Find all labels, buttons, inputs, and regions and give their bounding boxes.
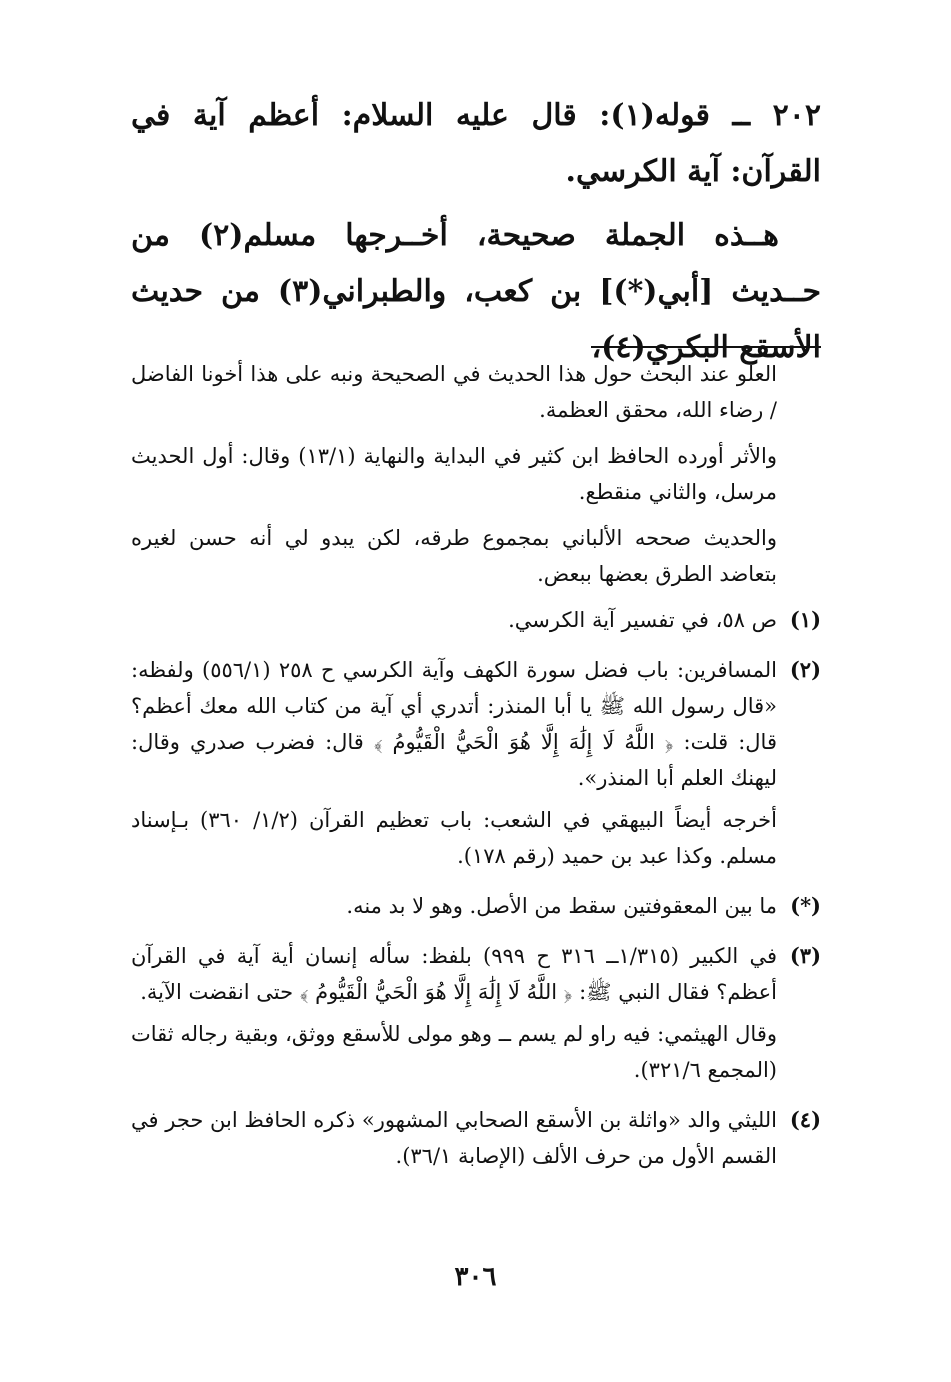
continuation-paragraph-3: والحديث صححه الألباني بمجموع طرقه، لكن يبدو لي أنه حسن لغيره بتعاضد الطرق بعضها ببعض. <box>131 526 777 586</box>
footnote-number: (٢) <box>789 657 821 682</box>
footnote-4 <box>131 1102 821 1180</box>
footnote-text: الليثي والد «واثلة بن الأسقع الصحابي المشهور» ذكره الحافظ ابن حجر في القسم الأول من حرف الألف (الإصابة ٣٦/١). <box>131 1108 777 1168</box>
footnote-number: (٤) <box>789 1107 821 1132</box>
footnote-number: (*) <box>790 893 821 918</box>
footnote-2 <box>131 652 821 880</box>
footnote-3 <box>131 938 821 1094</box>
footnote-separator <box>591 346 821 348</box>
footnote-star <box>131 888 821 930</box>
continuation-paragraph-2: والأثر أورده الحافظ ابن كثير في البداية والنهاية (١٣/١) وقال: أول الحديث مرسل، والثاني منقطع. <box>131 444 778 504</box>
main-paragraph-1: ٢٠٢ ــ قوله(١): قال عليه السلام: أعظم آية في القرآن: آية الكرسي. <box>131 98 821 189</box>
footnote-number: (٣) <box>789 943 821 968</box>
footnote-text: وقال الهيثمي: فيه راو لم يسم ــ وهو مولى للأسقع ووثق، وبقية رجاله ثقات (المجمع ٣٢١/٦). <box>131 1022 777 1082</box>
footnote-continuation <box>131 356 821 592</box>
footnote-number: (١) <box>789 607 821 632</box>
footnote-text: ما بين المعقوفتين سقط من الأصل. وهو لا بد منه. <box>346 894 777 918</box>
footnote-text: أخرجه أيضاً البيهقي في الشعب: باب تعظيم القرآن (١/٢/ ٣٦٠) بـإسناد مسلم. وكذا عبد بن حميد (رقم ١٧٨). <box>131 808 777 868</box>
footnote-text: في الكبير (١/٣١٥ــ ٣١٦ ح ٩٩٩) بلفظ: سأله إنسان أية آية في القرآن أعظم؟ فقال النبي ﷺ: ﴿ اللَّهُ لَا إِلَٰهَ إِلَّا هُوَ الْحَيُّ الْقَيُّومُ ﴾ حتى انقضت الآية. <box>131 944 778 1004</box>
footnote-1 <box>131 602 821 644</box>
main-paragraph-2: هــذه الجملة صحيحة، أخــرجها مسلم(٢) من حــديث [أبي(*)] بن كعب، والطبراني(٣) من حديث الأسقع البكري(٤)، <box>131 218 821 365</box>
page-number: ٣٠٦ <box>454 1262 497 1292</box>
footnote-text: المسافرين: باب فضل سورة الكهف وآية الكرسي ح ٢٥٨ (٥٥٦/١) ولفظه: «قال رسول الله ﷺ يا أبا المنذر: أتدري أي آية من كتاب الله معك أعظم؟ قال: قلت: ﴿ اللَّهُ لَا إِلَٰهَ إِلَّا هُوَ الْحَيُّ الْقَيُّومُ ﴾ قال: فضرب صدري وقال: ليهنك العلم أبا المنذر». <box>131 658 778 790</box>
continuation-paragraph-1: العلو عند البحث حول هذا الحديث في الصحيحة ونبه على هذا أخونا الفاضل / رضاء الله، محقق العظمة. <box>131 362 777 422</box>
footnote-text: ص ٥٨، في تفسير آية الكرسي. <box>508 608 777 632</box>
footnotes <box>131 356 821 1188</box>
main-text <box>131 88 821 376</box>
